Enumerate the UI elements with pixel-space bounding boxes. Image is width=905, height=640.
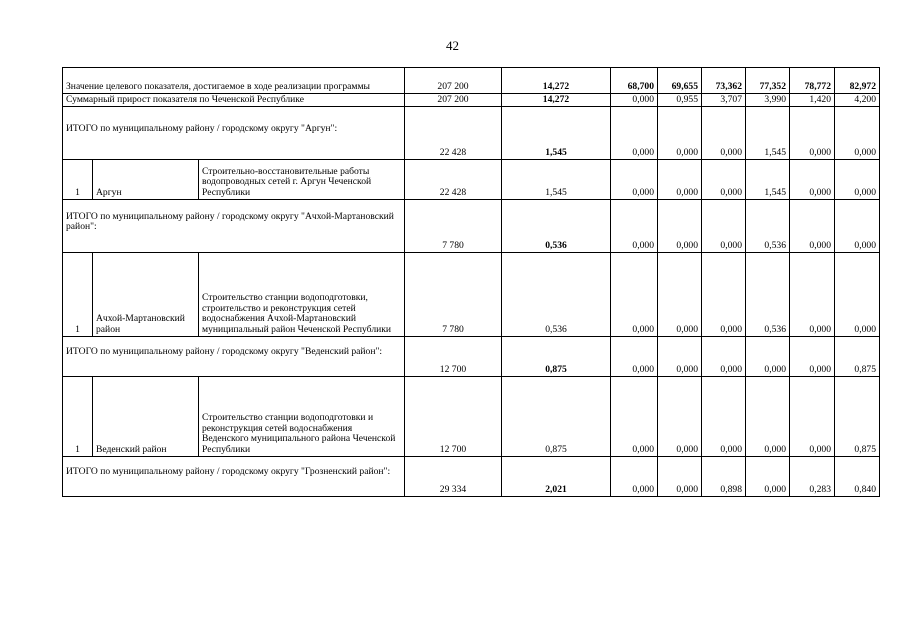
- year-value: 0,000: [790, 160, 835, 200]
- indicator-value: 1,545: [502, 107, 611, 160]
- year-value: 0,000: [746, 337, 790, 377]
- row-index: 1: [63, 253, 93, 337]
- table-row: [63, 457, 880, 497]
- year-value: 0,000: [658, 160, 702, 200]
- year-value: 0,000: [611, 107, 658, 160]
- year-value: 0,000: [611, 94, 658, 107]
- year-value: 0,000: [702, 253, 746, 337]
- year-value: 0,000: [611, 253, 658, 337]
- total-value: 7 780: [405, 253, 502, 337]
- year-value: 0,000: [658, 377, 702, 457]
- year-value: 0,000: [835, 107, 880, 160]
- year-value: 0,955: [658, 94, 702, 107]
- year-value: 0,875: [835, 377, 880, 457]
- table-row: [63, 337, 880, 377]
- year-value: 0,000: [658, 107, 702, 160]
- year-value: 0,000: [611, 457, 658, 497]
- year-value: 0,000: [702, 107, 746, 160]
- district-name: Аргун: [93, 160, 199, 200]
- district-name: Веденский район: [93, 377, 199, 457]
- table-row: [63, 253, 880, 337]
- year-value: 0,000: [835, 160, 880, 200]
- year-value: 3,707: [702, 94, 746, 107]
- total-value: 29 334: [405, 457, 502, 497]
- year-value: 0,840: [835, 457, 880, 497]
- total-value: 207 200: [405, 94, 502, 107]
- year-value: 69,655: [658, 68, 702, 94]
- indicator-value: 0,875: [502, 337, 611, 377]
- work-description: Строительно-восстановительные работы водопроводных сетей г. Аргун Чеченской Республики: [199, 160, 405, 200]
- year-value: 0,000: [611, 200, 658, 253]
- district-total-label: ИТОГО по муниципальному району / городскому округу "Аргун":: [63, 107, 405, 160]
- year-value: 0,000: [746, 377, 790, 457]
- year-value: 82,972: [835, 68, 880, 94]
- row-index: 1: [63, 377, 93, 457]
- year-value: 73,362: [702, 68, 746, 94]
- district-total-label: ИТОГО по муниципальному району / городскому округу "Ачхой-Мартановский район":: [63, 200, 405, 253]
- year-value: 4,200: [835, 94, 880, 107]
- total-value: 12 700: [405, 337, 502, 377]
- year-value: 0,875: [835, 337, 880, 377]
- data-table: [62, 67, 880, 497]
- district-total-label: ИТОГО по муниципальному району / городскому округу "Грозненский район":: [63, 457, 405, 497]
- table-row: [63, 160, 880, 200]
- indicator-value: 2,021: [502, 457, 611, 497]
- district-name: Ачхой-Мартановский район: [93, 253, 199, 337]
- table-row: [63, 94, 880, 107]
- indicator-value: 14,272: [502, 94, 611, 107]
- total-value: 207 200: [405, 68, 502, 94]
- year-value: 0,000: [658, 253, 702, 337]
- year-value: 1,545: [746, 160, 790, 200]
- year-value: 1,545: [746, 107, 790, 160]
- summary-label: Суммарный прирост показателя по Чеченской Республике: [63, 94, 405, 107]
- year-value: 0,000: [790, 253, 835, 337]
- year-value: 0,000: [702, 200, 746, 253]
- district-total-label: ИТОГО по муниципальному району / городскому округу "Веденский район":: [63, 337, 405, 377]
- year-value: 0,000: [611, 160, 658, 200]
- total-value: 12 700: [405, 377, 502, 457]
- total-value: 7 780: [405, 200, 502, 253]
- indicator-value: 0,536: [502, 200, 611, 253]
- table-row: [63, 68, 880, 94]
- year-value: 0,000: [658, 457, 702, 497]
- year-value: 0,000: [702, 337, 746, 377]
- page-number: 42: [446, 38, 459, 53]
- year-value: 0,000: [790, 337, 835, 377]
- indicator-value: 0,536: [502, 253, 611, 337]
- year-value: 0,000: [835, 200, 880, 253]
- year-value: 0,000: [790, 377, 835, 457]
- year-value: 0,000: [702, 160, 746, 200]
- indicator-value: 0,875: [502, 377, 611, 457]
- year-value: 0,000: [790, 107, 835, 160]
- work-description: Строительство станции водоподготовки, строительство и реконструкция сетей водоснабжения Ачхой-Мартановский муниципальный район Чеченской Республики: [199, 253, 405, 337]
- year-value: 0,283: [790, 457, 835, 497]
- table-row: [63, 107, 880, 160]
- year-value: 0,000: [790, 200, 835, 253]
- total-value: 22 428: [405, 107, 502, 160]
- year-value: 78,772: [790, 68, 835, 94]
- year-value: 0,536: [746, 253, 790, 337]
- year-value: 0,000: [702, 377, 746, 457]
- indicator-value: 14,272: [502, 68, 611, 94]
- year-value: 0,000: [658, 200, 702, 253]
- total-value: 22 428: [405, 160, 502, 200]
- year-value: 1,420: [790, 94, 835, 107]
- year-value: 68,700: [611, 68, 658, 94]
- indicator-value: 1,545: [502, 160, 611, 200]
- year-value: 0,898: [702, 457, 746, 497]
- table-row: [63, 200, 880, 253]
- table-row: [63, 377, 880, 457]
- year-value: 3,990: [746, 94, 790, 107]
- year-value: 0,000: [611, 377, 658, 457]
- year-value: 0,000: [611, 337, 658, 377]
- year-value: 0,536: [746, 200, 790, 253]
- year-value: 77,352: [746, 68, 790, 94]
- year-value: 0,000: [746, 457, 790, 497]
- row-index: 1: [63, 160, 93, 200]
- work-description: Строительство станции водоподготовки и реконструкция сетей водоснабжения Веденского муниципального района Чеченской Республики: [199, 377, 405, 457]
- year-value: 0,000: [658, 337, 702, 377]
- summary-label: Значение целевого показателя, достигаемое в ходе реализации программы: [63, 68, 405, 94]
- year-value: 0,000: [835, 253, 880, 337]
